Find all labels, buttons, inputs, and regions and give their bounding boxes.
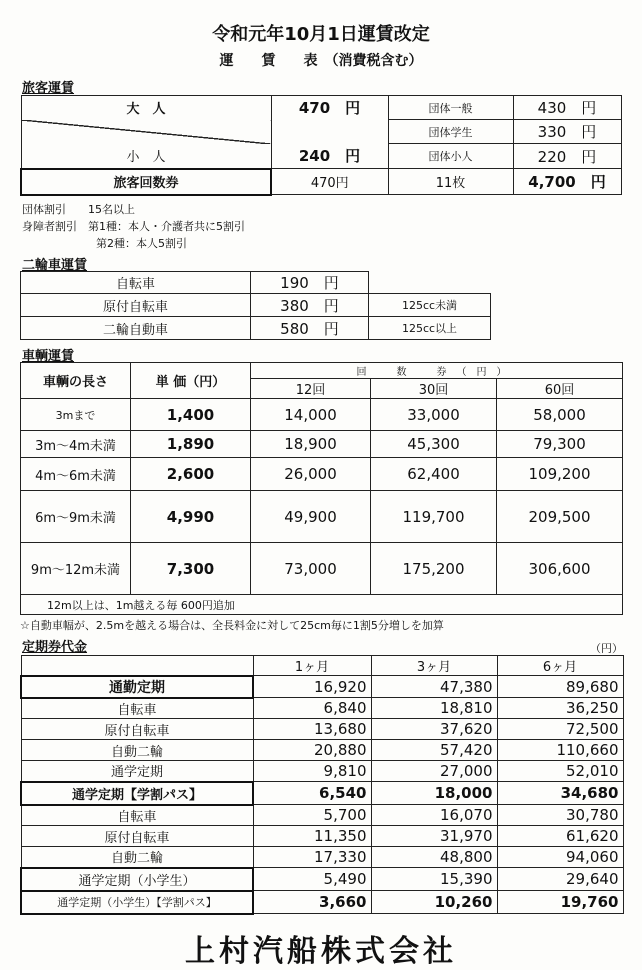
table-row: 通学定期（小学生） 5,490 15,390 29,640 — [21, 868, 623, 891]
col-coupon-12: 12回 — [251, 379, 371, 399]
group-general-fare: 430 円 — [513, 96, 621, 120]
bike-row-fare: 580 円 — [251, 317, 369, 340]
col-1-month: 1ヶ月 — [253, 656, 371, 676]
col-coupon-30: 30回 — [371, 379, 497, 399]
col-coupon-header: 回 数 券（円） — [251, 363, 623, 379]
vehicle-fare-table — [20, 362, 623, 615]
col-vehicle-length: 車輌の長さ — [21, 363, 131, 399]
table-row: 通学定期 9,810 27,000 52,010 — [21, 761, 623, 782]
company-name: 上村汽船株式会社 — [185, 934, 457, 969]
child-label: 小 人 — [21, 144, 271, 169]
group-child-label: 団体小人 — [388, 144, 513, 169]
bike-section-title: 二輪車運賃 — [22, 258, 88, 273]
coupon-label: 旅客回数券 — [21, 169, 271, 195]
coupon-count: 11枚 — [388, 169, 513, 195]
col-3-months: 3ヶ月 — [371, 656, 497, 676]
table-row: 自転車 6,840 18,810 36,250 — [21, 698, 623, 719]
table-row: 通勤定期 16,920 47,380 89,680 — [21, 676, 623, 698]
bike-row-label: 原付自転車 — [21, 294, 251, 317]
bike-fare-table — [20, 271, 491, 340]
col-coupon-60: 60回 — [497, 379, 623, 399]
table-row: 3m～4m未満 1,890 18,900 45,300 79,300 — [21, 431, 623, 458]
commuter-pass-table — [20, 655, 624, 915]
bike-row-label: 二輪自動車 — [21, 317, 251, 340]
col-unit-price: 単 価（円） — [131, 363, 251, 399]
note-group-discount: 団体割引 15名以上 — [22, 203, 135, 216]
group-child-fare: 220 円 — [513, 144, 621, 169]
bike-row-note — [369, 272, 491, 294]
passenger-fare-table — [20, 95, 622, 196]
pass-section-title: 定期券代金 — [22, 640, 88, 655]
passenger-section-title: 旅客運賃 — [22, 81, 75, 96]
bike-row-fare: 190 円 — [251, 272, 369, 294]
table-row: 原付自転車 11,350 31,970 61,620 — [21, 826, 623, 847]
coupon-total: 4,700 円 — [513, 169, 621, 195]
table-row: 原付自転車 13,680 37,620 72,500 — [21, 719, 623, 740]
group-general-label: 団体一般 — [388, 96, 513, 120]
coupon-unit-price: 470円 — [271, 169, 388, 195]
table-row: 4m～6m未満 2,600 26,000 62,400 109,200 — [21, 458, 623, 491]
page-title: 令和元年10月1日運賃改定 — [212, 24, 430, 45]
page-subtitle: 運 賃 表 （消費税含む） — [219, 53, 423, 69]
table-row: 通学定期【学割パス】 6,540 18,000 34,680 — [21, 782, 623, 805]
bike-row-note: 125cc以上 — [369, 317, 491, 340]
note-disability-discount-2: 第2種：本人5割引 — [96, 237, 187, 250]
bike-row-note: 125cc未満 — [369, 294, 491, 317]
adult-label: 大 人 — [21, 96, 271, 120]
table-row: 通学定期（小学生）【学割パス】 3,660 10,260 19,760 — [21, 891, 623, 914]
bike-row-fare: 380 円 — [251, 294, 369, 317]
pass-unit-label: （円） — [590, 642, 623, 655]
note-disability-discount-1: 身障者割引 第1種：本人・介護者共に5割引 — [22, 220, 245, 233]
bike-row-label: 自転車 — [21, 272, 251, 294]
diagonal-divider — [21, 120, 271, 144]
table-row: 自動二輪 20,880 57,420 110,660 — [21, 740, 623, 761]
child-fare: 240 円 — [271, 144, 388, 169]
table-row: 自転車 5,700 16,070 30,780 — [21, 805, 623, 826]
table-row: 6m～9m未満 4,990 49,900 119,700 209,500 — [21, 491, 623, 543]
col-6-months: 6ヶ月 — [497, 656, 623, 676]
vehicle-note-width: ☆自動車幅が、2.5mを越える場合は、全長料金に対して25cm毎に1割5分増しを加算 — [20, 619, 444, 632]
vehicle-section-title: 車輌運賃 — [22, 349, 75, 364]
vehicle-note-over-12m: 12m以上は、1m越える毎 600円追加 — [21, 595, 623, 615]
table-row: 9m～12m未満 7,300 73,000 175,200 306,600 — [21, 543, 623, 595]
group-student-fare: 330 円 — [513, 120, 621, 144]
group-student-label: 団体学生 — [388, 120, 513, 144]
table-row: 3mまで 1,400 14,000 33,000 58,000 — [21, 399, 623, 431]
adult-fare: 470 円 — [271, 96, 388, 120]
table-row: 自動二輪 17,330 48,800 94,060 — [21, 847, 623, 868]
